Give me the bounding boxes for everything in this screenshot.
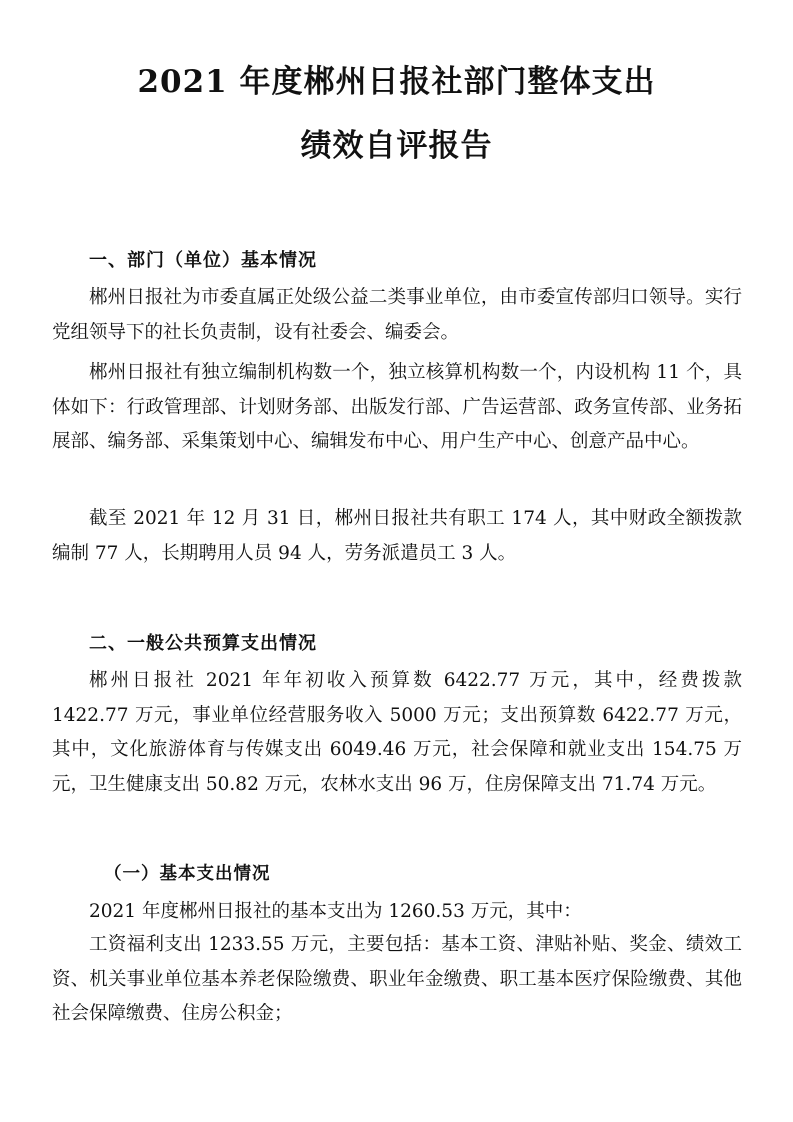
section-2-paragraph-3: 工资福利支出 1233.55 万元，主要包括：基本工资、津贴补贴、奖金、绩效工资、机关事业单位基本养老保险缴费、职业年金缴费、职工基本医疗保险缴费、其他社会保障缴费、住房公积金； (52, 934, 742, 1024)
section-1-paragraph-2: 郴州日报社有独立编制机构数一个，独立核算机构数一个，内设机构 11 个，具体如下：行政管理部、计划财务部、出版发行部、广告运营部、政务宣传部、业务拓展部、编务部、采集策划中心、编辑发布中心、用户生产中心、创意产品中心。 (52, 362, 742, 452)
section-1-paragraph-3: 截至 2021 年 12 月 31 日，郴州日报社共有职工 174 人，其中财政全额拨款编制 77 人，长期聘用人员 94 人，劳务派遣员工 3 人。 (52, 508, 742, 564)
section-2-paragraph-2: 2021 年度郴州日报社的基本支出为 1260.53 万元，其中： (89, 901, 582, 922)
section-1-paragraph-1: 郴州日报社为市委直属正处级公益二类事业单位，由市委宣传部归口领导。实行党组领导下的社长负责制，设有社委会、编委会。 (52, 287, 742, 343)
report-title-line-2: 绩效自评报告 (300, 128, 493, 164)
section-2-paragraph-1: 郴州日报社 2021 年年初收入预算数 6422.77 万元，其中，经费拨款 1422.77 万元，事业单位经营服务收入 5000 万元；支出预算数 6422.77 万元，其中，文化旅游体育与传媒支出 6049.46 万元，社会保障和就业支出 154.75 万元，卫生健康支出 50.82 万元，农林水支出 96 万，住房保障支出 71.74 万元。 (52, 670, 742, 795)
section-2-heading: 二、一般公共预算支出情况 (89, 633, 317, 654)
subsection-1-heading: （一）基本支出情况 (104, 864, 271, 884)
section-1-heading: 一、部门（单位）基本情况 (89, 250, 317, 271)
report-title-line-1: 2021 年度郴州日报社部门整体支出 (137, 64, 656, 100)
